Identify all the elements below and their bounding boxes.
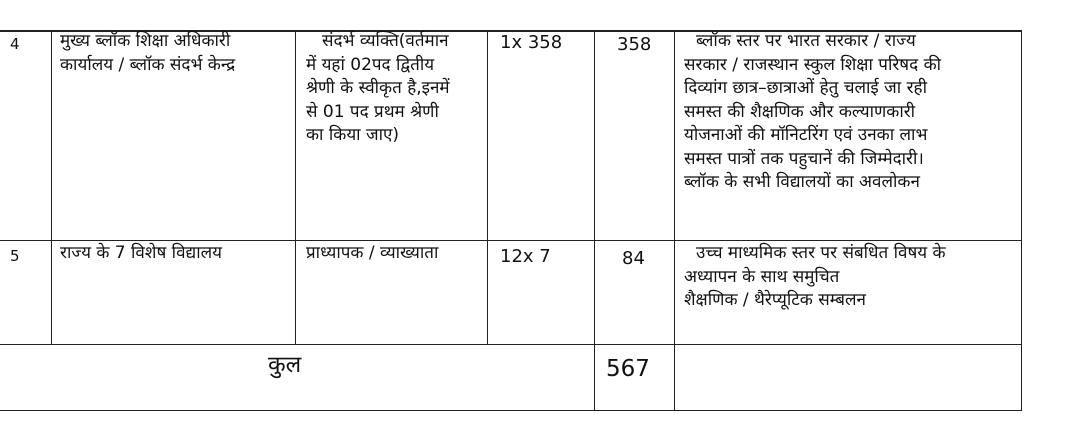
post-line: संदर्भ व्यक्ति(वर्तमान — [322, 31, 449, 51]
col-divider-right — [1021, 30, 1022, 410]
work-line: शैक्षणिक / थैरेप्यूटिक सम्बलन — [684, 290, 866, 310]
location-line: कार्यालय / ब्लॉक संदर्भ केन्द्र — [60, 54, 236, 75]
multiplier-cell: 1x 358 — [500, 32, 563, 53]
work-description-cell — [684, 242, 1019, 313]
work-line: ब्लॉक स्तर पर भारत सरकार / राज्य — [696, 31, 916, 51]
post-line: श्रेणी के स्वीकृत है,इनमें — [306, 78, 450, 98]
serial-number: 5 — [10, 247, 20, 265]
work-line: अध्यापन के साथ समुचित — [684, 266, 840, 287]
work-line: उच्च माध्यमिक स्तर पर संबधित विषय के — [696, 243, 946, 263]
count-cell: 84 — [622, 248, 645, 269]
post-line: प्राध्यापक / व्याख्याता — [306, 243, 439, 263]
work-line: समस्त पात्रों तक पहुचानें की जिम्मेदारी। — [684, 148, 924, 169]
col-divider-4 — [594, 30, 595, 410]
col-divider-1 — [51, 30, 52, 344]
row-divider-4-5 — [0, 240, 1022, 241]
col-divider-2 — [295, 30, 296, 344]
count-cell: 358 — [617, 34, 652, 55]
location-line: राज्य के 7 विशेष विद्यालय — [60, 243, 223, 263]
multiplier-cell: 12x 7 — [500, 246, 551, 267]
work-line: ब्लॉक के सभी विद्यालयों का अवलोकन — [684, 172, 920, 192]
location-cell — [60, 242, 292, 266]
location-line: मुख्य ब्लॉक शिक्षा अधिकारी — [60, 31, 231, 51]
work-line: योजनाओं की मॉनिटरिंग एवं उनका लाभ — [684, 125, 928, 145]
work-line: दिव्यांग छात्र–छात्राओं हेतु चलाई जा रही — [684, 78, 927, 98]
work-description-cell — [684, 30, 1019, 195]
serial-number: 4 — [10, 35, 20, 53]
row-divider-5-total — [0, 344, 1022, 345]
total-label: कुल — [268, 352, 302, 378]
work-line: समस्त की शैक्षणिक और कल्याणकारी — [684, 101, 916, 122]
location-cell — [60, 30, 292, 77]
col-divider-3 — [487, 30, 488, 344]
post-cell — [306, 30, 486, 148]
post-line: से 01 पद प्रथम श्रेणी — [306, 101, 439, 122]
post-cell — [306, 242, 486, 266]
col-divider-5 — [674, 30, 675, 410]
table-bottom-border — [0, 410, 1022, 411]
post-line: का किया जाए) — [306, 125, 400, 145]
work-line: सरकार / राजस्थान स्कुल शिक्षा परिषद की — [684, 54, 942, 75]
post-line: में यहां 02पद द्वितीय — [306, 54, 435, 75]
total-value: 567 — [606, 356, 650, 382]
